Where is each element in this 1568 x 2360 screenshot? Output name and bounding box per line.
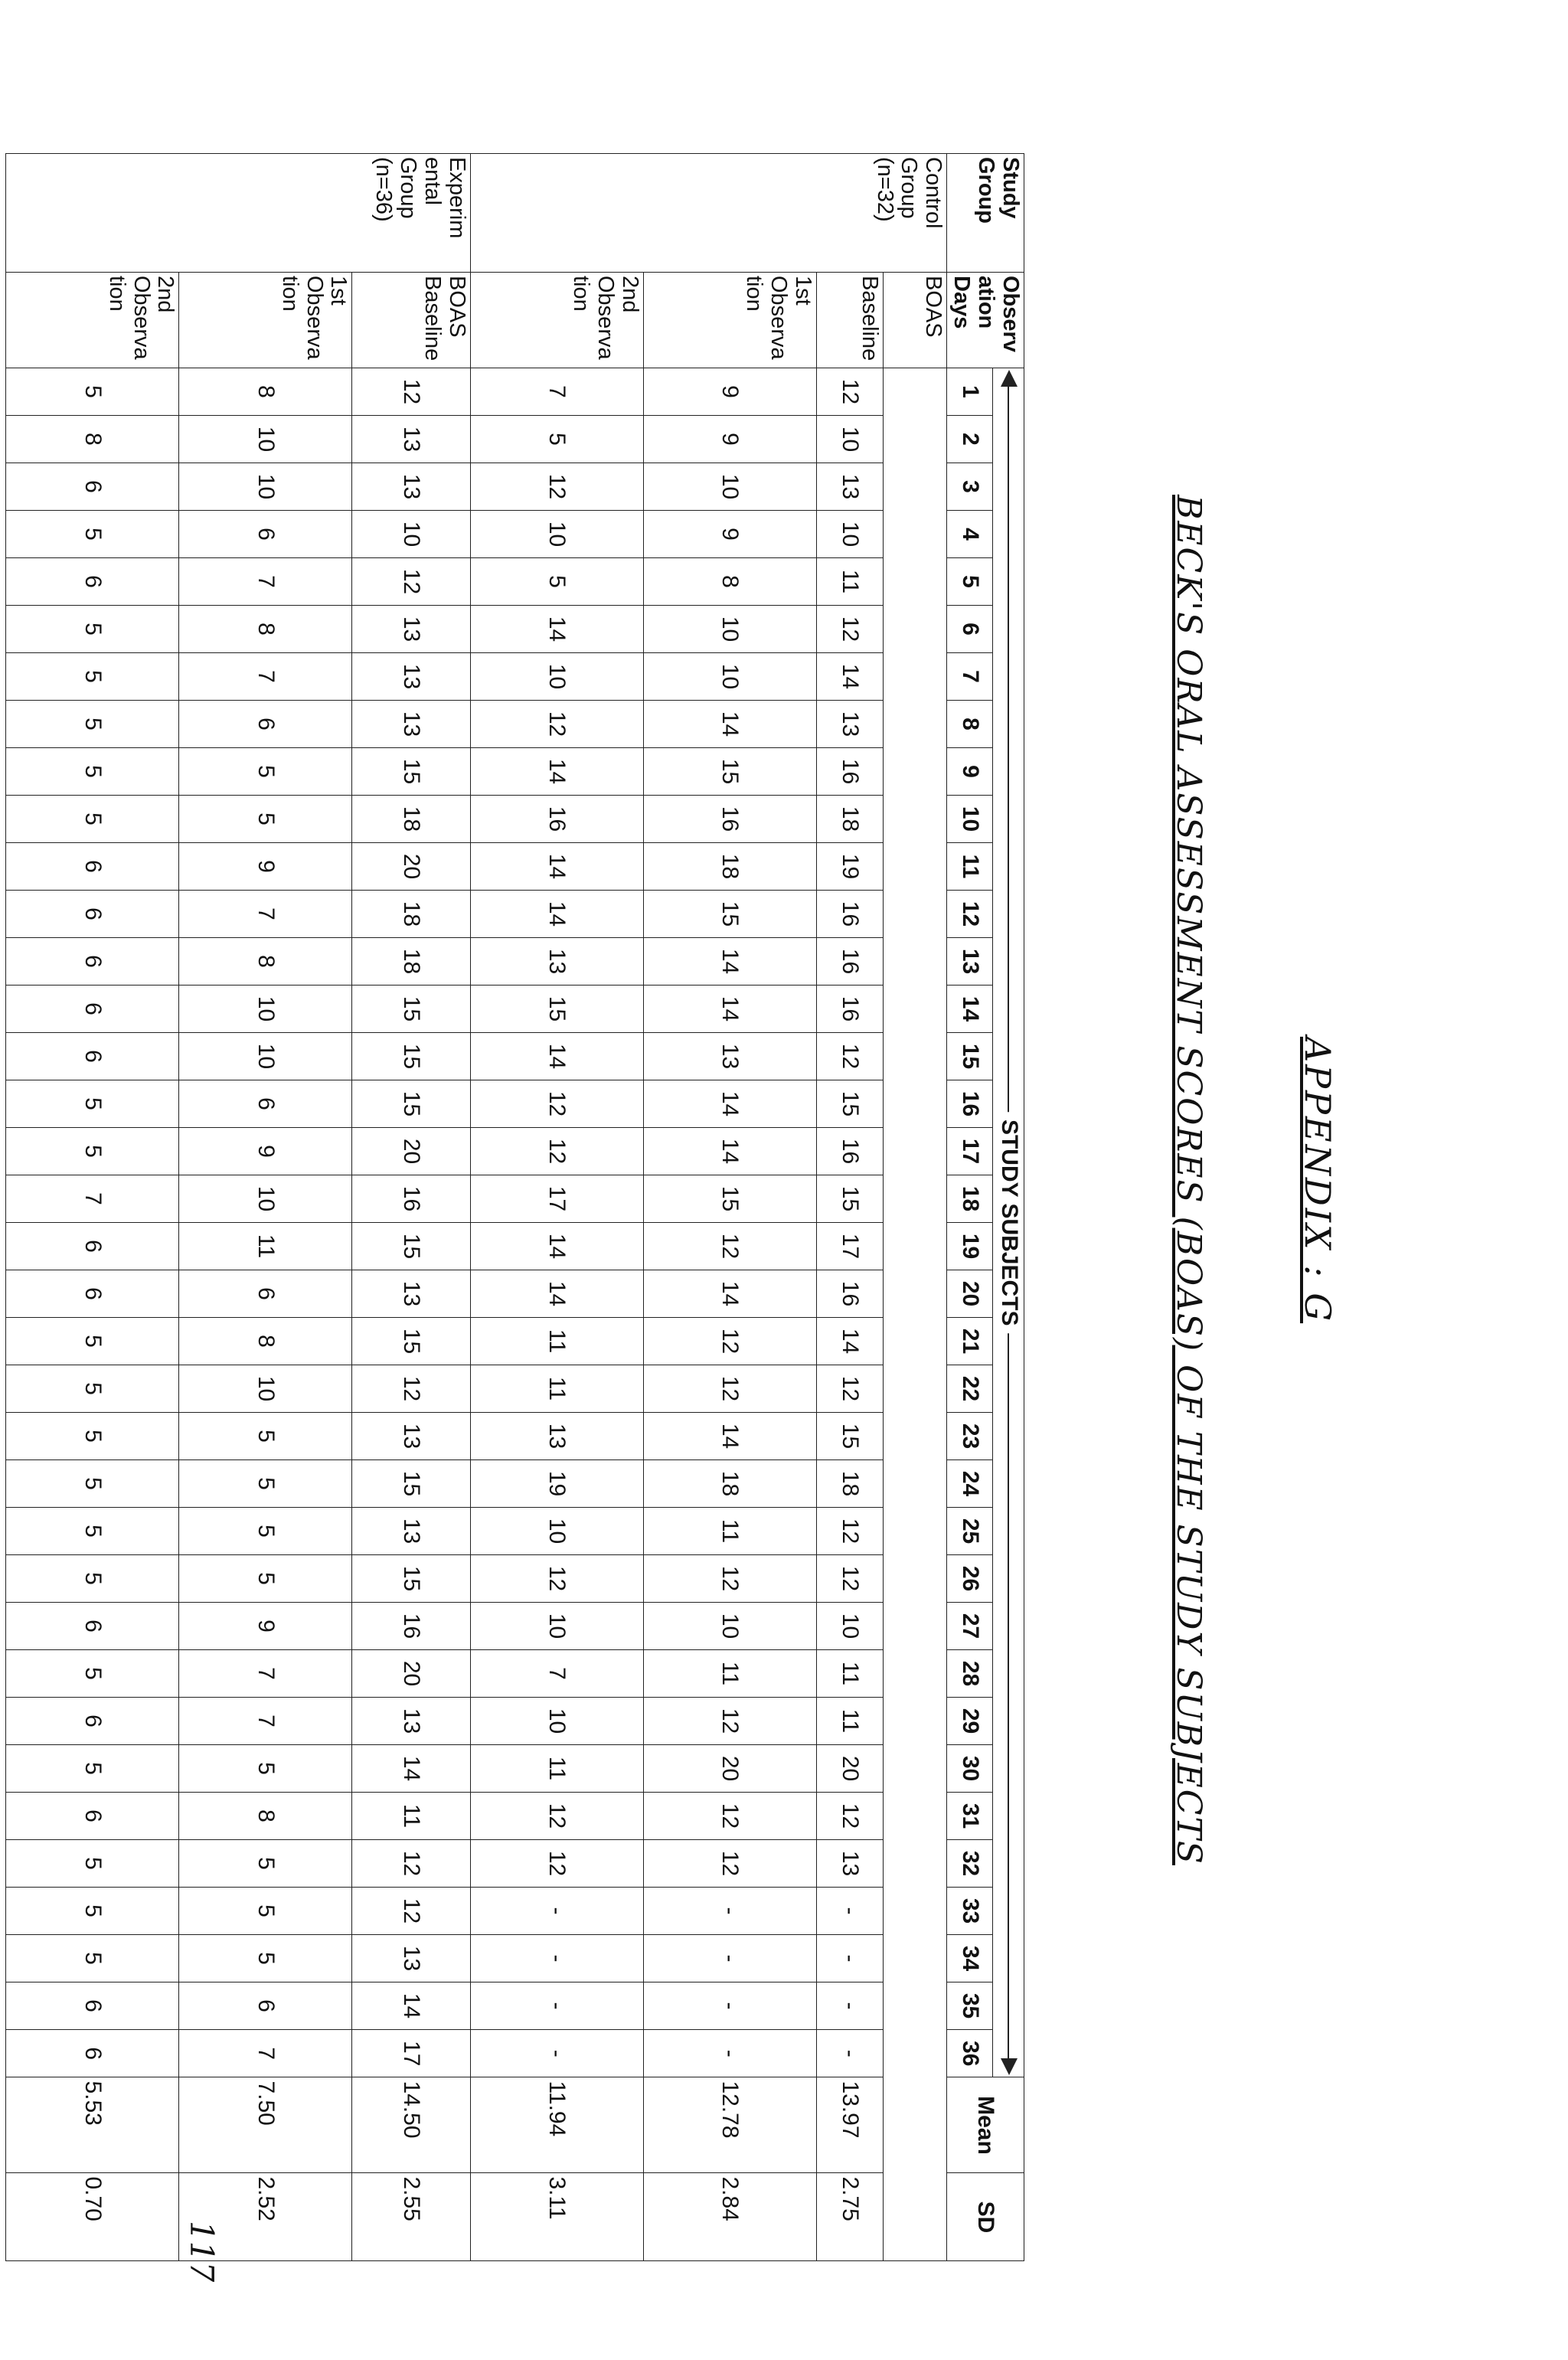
- score-cell: 13: [352, 1270, 470, 1318]
- score-cell: 5: [179, 1840, 352, 1888]
- mean-cell: 7.50: [179, 2077, 352, 2173]
- score-cell: 16: [352, 1175, 470, 1223]
- score-cell: 12: [643, 1318, 816, 1365]
- score-cell: 14: [352, 1982, 470, 2030]
- sd-cell: 2.55: [352, 2173, 470, 2261]
- subject-number-header: 12: [947, 891, 993, 938]
- score-cell: 8: [179, 1793, 352, 1840]
- score-cell: 14: [816, 653, 884, 701]
- subject-number-header: 8: [947, 701, 993, 748]
- score-cell: 6: [6, 558, 179, 606]
- score-cell: 12: [643, 1698, 816, 1745]
- mean-cell: 14.50: [352, 2077, 470, 2173]
- score-cell: 12: [816, 1033, 884, 1080]
- score-cell: 5: [6, 1888, 179, 1935]
- subject-number-header: 16: [947, 1080, 993, 1128]
- score-cell: 15: [352, 1460, 470, 1508]
- mean-cell: 5.53: [6, 2077, 179, 2173]
- header-row-subjects: [947, 154, 993, 2261]
- score-cell: 11: [816, 1698, 884, 1745]
- score-cell: 13: [816, 1840, 884, 1888]
- score-cell: 11: [470, 1745, 643, 1793]
- score-cell: 15: [352, 1555, 470, 1603]
- score-cell: 5: [179, 1745, 352, 1793]
- subject-number-header: 33: [947, 1888, 993, 1935]
- score-cell: 10: [470, 1603, 643, 1650]
- score-cell: -: [470, 2030, 643, 2077]
- score-cell: 5: [6, 1650, 179, 1698]
- page-number: 117: [183, 2221, 220, 2283]
- observation-label: Baseline: [816, 273, 884, 368]
- subject-number-header: 13: [947, 938, 993, 986]
- score-cell: 5: [6, 1935, 179, 1982]
- sd-cell: 2.75: [816, 2173, 884, 2261]
- score-cell: 5: [6, 1080, 179, 1128]
- sd-cell: 2.52: [179, 2173, 352, 2261]
- score-cell: 5: [179, 796, 352, 843]
- score-cell: 9: [643, 511, 816, 558]
- score-cell: 13: [352, 606, 470, 653]
- score-cell: 14: [470, 891, 643, 938]
- score-cell: 14: [352, 1745, 470, 1793]
- score-cell: -: [816, 2030, 884, 2077]
- score-cell: 12: [816, 606, 884, 653]
- subject-number-header: 15: [947, 1033, 993, 1080]
- score-cell: 10: [816, 416, 884, 463]
- score-cell: 5: [179, 1555, 352, 1603]
- study-group-cell: Control Group (n=32): [470, 154, 946, 273]
- score-cell: 12: [352, 1888, 470, 1935]
- score-cell: 12: [816, 1793, 884, 1840]
- score-cell: 14: [470, 1223, 643, 1270]
- score-cell: 5: [6, 653, 179, 701]
- subject-number-header: 6: [947, 606, 993, 653]
- score-cell: 12: [470, 1128, 643, 1175]
- score-cell: 13: [352, 416, 470, 463]
- score-cell: 12: [643, 1793, 816, 1840]
- score-cell: 10: [352, 511, 470, 558]
- score-cell: 12: [470, 1555, 643, 1603]
- score-cell: 5: [6, 1318, 179, 1365]
- score-cell: 15: [643, 748, 816, 796]
- observation-label: 1st Observa tion: [179, 273, 352, 368]
- score-cell: 14: [470, 1033, 643, 1080]
- score-cell: 10: [470, 1698, 643, 1745]
- subject-number-header: 11: [947, 843, 993, 891]
- score-cell: 13: [352, 653, 470, 701]
- subject-number-header: 9: [947, 748, 993, 796]
- score-cell: 14: [643, 701, 816, 748]
- header-mean: Mean: [947, 2077, 1024, 2173]
- score-cell: 12: [352, 558, 470, 606]
- score-cell: 16: [816, 1128, 884, 1175]
- score-cell: 10: [179, 1365, 352, 1413]
- score-cell: 6: [6, 1033, 179, 1080]
- score-cell: 12: [643, 1840, 816, 1888]
- score-cell: 12: [643, 1555, 816, 1603]
- subject-number-header: 5: [947, 558, 993, 606]
- score-cell: 12: [643, 1365, 816, 1413]
- score-cell: 16: [816, 891, 884, 938]
- subject-number-header: 28: [947, 1650, 993, 1698]
- score-cell: 13: [470, 938, 643, 986]
- score-cell: -: [643, 1935, 816, 1982]
- score-cell: 6: [179, 1080, 352, 1128]
- subject-number-header: 14: [947, 986, 993, 1033]
- score-cell: 9: [643, 416, 816, 463]
- score-cell: 15: [816, 1413, 884, 1460]
- table-row: [816, 154, 884, 2261]
- score-cell: 8: [179, 1318, 352, 1365]
- score-cell: 10: [470, 653, 643, 701]
- score-cell: 17: [816, 1223, 884, 1270]
- score-cell: 20: [352, 843, 470, 891]
- score-cell: 18: [352, 938, 470, 986]
- score-cell: 12: [352, 1365, 470, 1413]
- score-cell: 5: [179, 1888, 352, 1935]
- score-cell: 7: [179, 1650, 352, 1698]
- score-cell: 5: [179, 1508, 352, 1555]
- score-cell: 17: [352, 2030, 470, 2077]
- score-cell: 9: [179, 1603, 352, 1650]
- score-cell: -: [816, 1982, 884, 2030]
- score-cell: 14: [816, 1318, 884, 1365]
- score-cell: 10: [816, 1603, 884, 1650]
- score-cell: 5: [6, 1460, 179, 1508]
- score-cell: 14: [643, 1413, 816, 1460]
- score-cell: 13: [352, 1413, 470, 1460]
- score-cell: 15: [643, 1175, 816, 1223]
- score-cell: 6: [179, 1270, 352, 1318]
- sd-cell: 2.84: [643, 2173, 816, 2261]
- score-cell: 12: [470, 1080, 643, 1128]
- score-cell: 15: [352, 1033, 470, 1080]
- score-cell: 10: [643, 463, 816, 511]
- score-cell: 11: [470, 1318, 643, 1365]
- score-cell: 12: [352, 368, 470, 416]
- score-cell: 15: [352, 1080, 470, 1128]
- score-cell: 14: [643, 986, 816, 1033]
- score-cell: 9: [643, 368, 816, 416]
- score-cell: 17: [470, 1175, 643, 1223]
- mean-cell: 12.78: [643, 2077, 816, 2173]
- score-cell: 19: [816, 843, 884, 891]
- observation-label: BOAS: [884, 273, 947, 368]
- score-cell: 18: [816, 1460, 884, 1508]
- sd-cell: 0.70: [6, 2173, 179, 2261]
- score-cell: 7: [6, 1175, 179, 1223]
- score-cell: 9: [179, 843, 352, 891]
- score-cell: 7: [470, 1650, 643, 1698]
- score-cell: 18: [816, 796, 884, 843]
- score-cell: 16: [352, 1603, 470, 1650]
- score-cell: 11: [643, 1650, 816, 1698]
- score-cell: 6: [6, 1603, 179, 1650]
- score-cell: 12: [816, 1508, 884, 1555]
- study-subjects-label: STUDY SUBJECTS: [996, 1112, 1022, 1334]
- score-cell: 5: [6, 511, 179, 558]
- score-cell: 10: [179, 1175, 352, 1223]
- mean-cell: 11.94: [470, 2077, 643, 2173]
- score-cell: 11: [352, 1793, 470, 1840]
- score-cell: 10: [816, 511, 884, 558]
- score-cell: 18: [352, 796, 470, 843]
- subject-number-header: 25: [947, 1508, 993, 1555]
- score-cell: 6: [6, 938, 179, 986]
- score-cell: 10: [179, 986, 352, 1033]
- score-cell: -: [643, 1982, 816, 2030]
- score-cell: 13: [643, 1033, 816, 1080]
- subject-number-header: 23: [947, 1413, 993, 1460]
- subject-number-header: 2: [947, 416, 993, 463]
- score-cell: 13: [352, 463, 470, 511]
- score-cell: 14: [470, 606, 643, 653]
- score-cell: 5: [6, 368, 179, 416]
- score-cell: 6: [6, 2030, 179, 2077]
- score-cell: 15: [352, 1223, 470, 1270]
- subject-number-header: 30: [947, 1745, 993, 1793]
- score-cell: 5: [6, 1365, 179, 1413]
- score-cell: 7: [179, 558, 352, 606]
- score-cell: 11: [470, 1365, 643, 1413]
- score-cell: 18: [643, 1460, 816, 1508]
- score-cell: 13: [352, 1935, 470, 1982]
- score-cell: 6: [6, 1982, 179, 2030]
- arrow-left-icon: [1001, 370, 1018, 387]
- score-cell: 15: [352, 1318, 470, 1365]
- score-cell: 7: [179, 2030, 352, 2077]
- subject-number-header: 3: [947, 463, 993, 511]
- score-cell: 10: [643, 606, 816, 653]
- score-cell: 8: [179, 606, 352, 653]
- score-cell: 7: [470, 368, 643, 416]
- score-cell: 5: [179, 1413, 352, 1460]
- score-cell: -: [816, 1935, 884, 1982]
- table-row: [884, 154, 947, 2261]
- score-cell: 15: [816, 1080, 884, 1128]
- subject-number-header: 27: [947, 1603, 993, 1650]
- header-study-group: Study Group: [947, 154, 1024, 273]
- score-cell: 11: [179, 1223, 352, 1270]
- subject-number-header: 18: [947, 1175, 993, 1223]
- table-title: BECK'S ORAL ASSESSMENT SCORES (BOAS) OF THE STUDY SUBJECTS: [1169, 495, 1208, 1865]
- score-cell: 12: [470, 463, 643, 511]
- subject-number-header: 7: [947, 653, 993, 701]
- appendix-title: APPENDIX : G: [1297, 1036, 1338, 1324]
- table-row: [6, 154, 179, 2261]
- score-cell: 6: [6, 843, 179, 891]
- arrow-right-icon: [1001, 2058, 1018, 2075]
- subject-number-header: 29: [947, 1698, 993, 1745]
- score-cell: 5: [6, 701, 179, 748]
- score-cell: 5: [6, 748, 179, 796]
- score-cell: 19: [470, 1460, 643, 1508]
- header-observation-days: Observ ation Days: [947, 273, 1024, 368]
- table-row: [179, 154, 352, 2261]
- score-cell: 20: [352, 1650, 470, 1698]
- mean-cell: 13.97: [816, 2077, 884, 2173]
- score-cell: 13: [816, 463, 884, 511]
- score-cell: 6: [6, 1793, 179, 1840]
- score-cell: 20: [816, 1745, 884, 1793]
- score-cell: -: [816, 1888, 884, 1935]
- observation-label: 1st Observa tion: [643, 273, 816, 368]
- subject-number-header: 31: [947, 1793, 993, 1840]
- score-cell: 5: [179, 1935, 352, 1982]
- score-cell: 18: [352, 891, 470, 938]
- score-cell: 14: [470, 1270, 643, 1318]
- score-cell: 8: [179, 368, 352, 416]
- score-cell: -: [643, 2030, 816, 2077]
- score-cell: 13: [470, 1413, 643, 1460]
- score-cell: 5: [6, 1840, 179, 1888]
- score-cell: 6: [6, 986, 179, 1033]
- header-sd: SD: [947, 2173, 1024, 2261]
- score-cell: 6: [6, 1270, 179, 1318]
- score-cell: 16: [470, 796, 643, 843]
- score-cell: 6: [179, 511, 352, 558]
- scores-table: [5, 153, 1024, 2261]
- score-cell: 14: [643, 938, 816, 986]
- score-cell: 6: [6, 1223, 179, 1270]
- empty-cell: [884, 368, 947, 2261]
- score-cell: 15: [352, 748, 470, 796]
- score-cell: -: [643, 1888, 816, 1935]
- score-cell: 5: [470, 558, 643, 606]
- score-cell: 7: [179, 1698, 352, 1745]
- observation-label: 2nd Observa tion: [6, 273, 179, 368]
- score-cell: 12: [470, 701, 643, 748]
- table-row: [470, 154, 643, 2261]
- score-cell: 5: [179, 748, 352, 796]
- score-cell: 16: [816, 1270, 884, 1318]
- score-cell: 7: [179, 653, 352, 701]
- subject-number-header: 34: [947, 1935, 993, 1982]
- score-cell: 9: [179, 1128, 352, 1175]
- study-subjects-arrow: [993, 368, 1024, 2077]
- score-cell: 15: [816, 1175, 884, 1223]
- table-row: [643, 154, 816, 2261]
- score-cell: 5: [6, 1413, 179, 1460]
- sd-cell: 3.11: [470, 2173, 643, 2261]
- score-cell: 6: [179, 1982, 352, 2030]
- score-cell: 6: [6, 891, 179, 938]
- score-cell: 5: [179, 1460, 352, 1508]
- score-cell: 15: [470, 986, 643, 1033]
- subject-number-header: 36: [947, 2030, 993, 2077]
- observation-label: 2nd Observa tion: [470, 273, 643, 368]
- score-cell: 13: [352, 1698, 470, 1745]
- score-cell: 5: [6, 796, 179, 843]
- score-cell: 13: [352, 1508, 470, 1555]
- score-cell: 8: [6, 416, 179, 463]
- score-cell: 5: [470, 416, 643, 463]
- score-cell: 12: [352, 1840, 470, 1888]
- score-cell: 10: [643, 1603, 816, 1650]
- score-cell: 10: [643, 653, 816, 701]
- subject-number-header: 21: [947, 1318, 993, 1365]
- score-cell: 16: [643, 796, 816, 843]
- score-cell: 8: [179, 938, 352, 986]
- score-cell: 6: [179, 701, 352, 748]
- score-cell: 10: [179, 463, 352, 511]
- score-cell: 20: [352, 1128, 470, 1175]
- score-cell: 14: [470, 748, 643, 796]
- score-cell: 6: [6, 463, 179, 511]
- score-cell: 16: [816, 938, 884, 986]
- observation-label: BOAS Baseline: [352, 273, 470, 368]
- subject-number-header: 35: [947, 1982, 993, 2030]
- score-cell: 15: [643, 891, 816, 938]
- subject-number-header: 19: [947, 1223, 993, 1270]
- score-cell: 16: [816, 986, 884, 1033]
- score-cell: 12: [816, 1555, 884, 1603]
- score-cell: 20: [643, 1745, 816, 1793]
- score-cell: 10: [179, 1033, 352, 1080]
- score-cell: 5: [6, 1745, 179, 1793]
- score-cell: 13: [816, 701, 884, 748]
- score-cell: 14: [470, 843, 643, 891]
- score-cell: 5: [6, 1555, 179, 1603]
- score-cell: 14: [643, 1270, 816, 1318]
- score-cell: 12: [470, 1793, 643, 1840]
- header-row-top: [993, 154, 1024, 2261]
- score-cell: 5: [6, 1128, 179, 1175]
- subject-number-header: 17: [947, 1128, 993, 1175]
- score-cell: 14: [643, 1080, 816, 1128]
- score-cell: 8: [643, 558, 816, 606]
- score-cell: 7: [179, 891, 352, 938]
- score-cell: 11: [816, 1650, 884, 1698]
- score-cell: 18: [643, 843, 816, 891]
- score-cell: 5: [6, 1508, 179, 1555]
- score-cell: 11: [643, 1508, 816, 1555]
- subject-number-header: 10: [947, 796, 993, 843]
- subject-number-header: 32: [947, 1840, 993, 1888]
- subject-number-header: 1: [947, 368, 993, 416]
- score-cell: 12: [470, 1840, 643, 1888]
- study-group-cell: Experim ental Group (n=36): [6, 154, 471, 273]
- score-cell: 10: [470, 511, 643, 558]
- score-cell: 12: [643, 1223, 816, 1270]
- score-cell: 12: [816, 368, 884, 416]
- subject-number-header: 4: [947, 511, 993, 558]
- score-cell: 10: [179, 416, 352, 463]
- score-cell: 11: [816, 558, 884, 606]
- subject-number-header: 24: [947, 1460, 993, 1508]
- table-row: [352, 154, 470, 2261]
- score-cell: -: [470, 1888, 643, 1935]
- score-cell: -: [470, 1982, 643, 2030]
- score-cell: 15: [352, 986, 470, 1033]
- score-cell: 6: [6, 1698, 179, 1745]
- score-cell: 5: [6, 606, 179, 653]
- score-cell: 10: [470, 1508, 643, 1555]
- subject-number-header: 20: [947, 1270, 993, 1318]
- score-cell: -: [470, 1935, 643, 1982]
- subject-number-header: 22: [947, 1365, 993, 1413]
- score-cell: 13: [352, 701, 470, 748]
- score-cell: 14: [643, 1128, 816, 1175]
- score-cell: 16: [816, 748, 884, 796]
- subject-number-header: 26: [947, 1555, 993, 1603]
- score-cell: 12: [816, 1365, 884, 1413]
